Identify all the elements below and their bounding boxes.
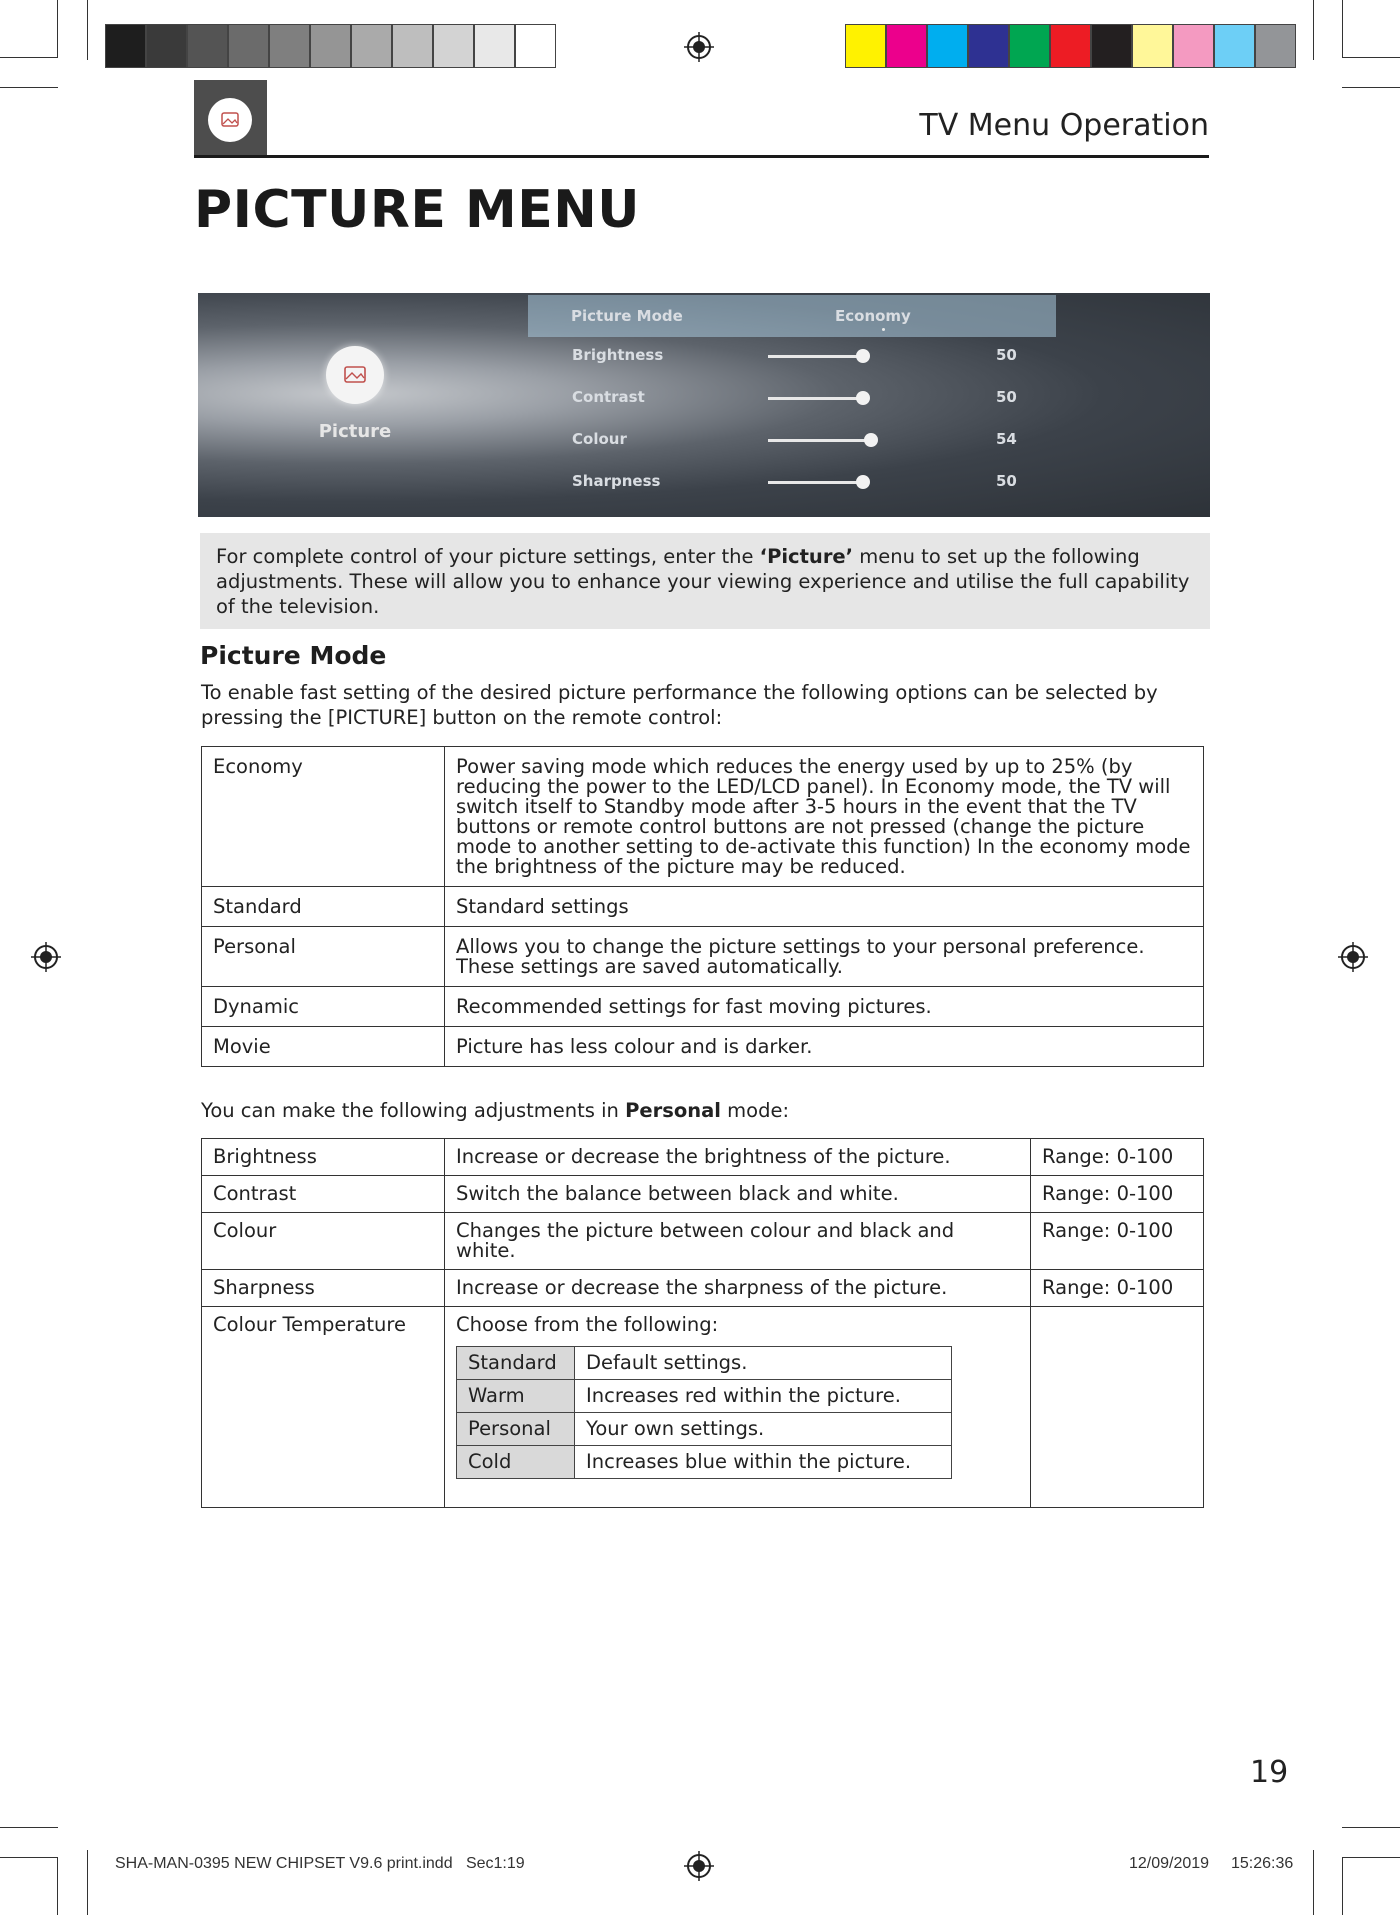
- mode-name: Personal: [202, 927, 445, 987]
- tv-slider-knob: [864, 433, 878, 447]
- color-swatch: [269, 24, 310, 68]
- personal-intro: You can make the following adjustments in Personal mode:: [201, 1099, 790, 1122]
- adjustment-name: Colour: [202, 1213, 445, 1270]
- tv-picture-mode-value: Economy: [835, 307, 911, 325]
- tv-slider-track: [768, 397, 863, 400]
- tv-setting-label: Contrast: [572, 388, 645, 406]
- colour-temperature-option: Personal: [457, 1413, 575, 1446]
- tv-slider-knob: [856, 475, 870, 489]
- tv-setting-value: 50: [996, 388, 1017, 406]
- mode-name: Economy: [202, 747, 445, 887]
- color-swatch: [187, 24, 228, 68]
- header-divider: [194, 155, 1209, 158]
- color-swatch: [1050, 24, 1091, 68]
- tv-section-label: Picture: [318, 421, 392, 442]
- crop-mark: [57, 0, 58, 58]
- footer-time: 15:26:36: [1231, 1855, 1294, 1872]
- colour-temperature-option: Cold: [457, 1446, 575, 1479]
- mode-description: Picture has less colour and is darker.: [445, 1027, 1204, 1067]
- table-row: [202, 1213, 1204, 1270]
- tv-slider-track: [768, 355, 863, 358]
- tv-mode-dot: [882, 328, 885, 331]
- color-swatch: [1255, 24, 1296, 68]
- crop-mark: [1342, 1827, 1400, 1828]
- adjustment-range: [1031, 1307, 1204, 1508]
- crop-mark: [0, 87, 58, 88]
- adjustment-name: Contrast: [202, 1176, 445, 1213]
- registration-mark-icon: [31, 942, 61, 972]
- table-row: [202, 927, 1204, 987]
- color-swatch: [228, 24, 269, 68]
- registration-mark-icon: [1338, 942, 1368, 972]
- personal-mode-name: Personal: [625, 1099, 721, 1122]
- mode-name: Movie: [202, 1027, 445, 1067]
- crop-mark: [57, 1857, 58, 1915]
- tv-setting-label: Sharpness: [572, 472, 661, 490]
- tv-slider-track: [768, 439, 871, 442]
- table-row: [457, 1446, 952, 1479]
- adjustment-range: Range: 0-100: [1031, 1270, 1204, 1307]
- table-row: [457, 1347, 952, 1380]
- colour-temperature-option: Standard: [457, 1347, 575, 1380]
- adjustment-range: Range: 0-100: [1031, 1213, 1204, 1270]
- color-swatch: [310, 24, 351, 68]
- header-title: TV Menu Operation: [919, 108, 1209, 143]
- colour-temperature-cell: [445, 1307, 1031, 1508]
- registration-mark-icon: [684, 1851, 714, 1881]
- page-title: PICTURE MENU: [194, 180, 640, 240]
- colour-temperature-intro: Choose from the following:: [456, 1313, 719, 1336]
- adjustments-table: [201, 1138, 1204, 1508]
- adjustment-name: Sharpness: [202, 1270, 445, 1307]
- crop-mark: [1342, 87, 1400, 88]
- intro-menu-name: ‘Picture’: [759, 545, 854, 568]
- crop-mark: [0, 1857, 58, 1858]
- section-heading: Picture Mode: [200, 641, 387, 670]
- color-swatch: [515, 24, 556, 68]
- color-swatch: [433, 24, 474, 68]
- color-swatch: [927, 24, 968, 68]
- color-swatch: [1173, 24, 1214, 68]
- adjustment-description: Increase or decrease the brightness of the picture.: [445, 1139, 1031, 1176]
- table-row: [202, 1027, 1204, 1067]
- page-number: 19: [1250, 1755, 1289, 1790]
- color-swatch: [392, 24, 433, 68]
- crop-mark: [1342, 57, 1400, 58]
- adjustment-description: Switch the balance between black and white.: [445, 1176, 1031, 1213]
- table-row: [457, 1413, 952, 1446]
- mode-description: Power saving mode which reduces the energy used by up to 25% (by reducing the power to the LED/LCD panel). In Economy mode, the TV will switch itself to Standby mode after 3-5 hours in the event that the TV buttons or remote control buttons are not pressed (change the picture mode to another setting to de-activate this function) In the economy mode the brightness of the picture may be reduced.: [445, 747, 1204, 887]
- tv-setting-label: Brightness: [572, 346, 664, 364]
- tv-menu-screenshot: [198, 293, 1210, 517]
- crop-mark: [1313, 0, 1314, 60]
- intro-text: menu to set up the following adjustments. These will allow you to enhance your viewing experience and utilise the full capability of the television.: [216, 545, 1190, 618]
- adjustment-range: Range: 0-100: [1031, 1176, 1204, 1213]
- color-swatch: [105, 24, 146, 68]
- table-row: [202, 887, 1204, 927]
- color-swatch: [351, 24, 392, 68]
- registration-mark-icon: [684, 32, 714, 62]
- color-swatch: [1214, 24, 1255, 68]
- table-row: [202, 1176, 1204, 1213]
- colour-temperature-option-description: Your own settings.: [575, 1413, 952, 1446]
- mode-name: Standard: [202, 887, 445, 927]
- color-swatch: [146, 24, 187, 68]
- crop-mark: [1342, 1857, 1343, 1915]
- adjustment-description: Changes the picture between colour and black and white.: [445, 1213, 1031, 1270]
- color-swatch: [1132, 24, 1173, 68]
- adjustment-description: Increase or decrease the sharpness of the picture.: [445, 1270, 1031, 1307]
- crop-mark: [87, 1850, 88, 1915]
- picture-mode-table: [201, 746, 1204, 1067]
- color-swatch: [886, 24, 927, 68]
- footer-file-info: SHA-MAN-0395 NEW CHIPSET V9.6 print.indd Sec1:19: [115, 1855, 525, 1872]
- crop-mark: [0, 57, 58, 58]
- crop-mark: [87, 0, 88, 60]
- table-row: [202, 1270, 1204, 1307]
- intro-text: For complete control of your picture settings, enter the: [216, 545, 760, 568]
- crop-mark: [1313, 1850, 1314, 1915]
- mode-description: Allows you to change the picture settings to your personal preference. These settings are saved automatically.: [445, 927, 1204, 987]
- picture-icon: [208, 98, 252, 142]
- colour-temperature-options: [456, 1346, 952, 1479]
- tv-slider-track: [768, 481, 863, 484]
- table-row: [202, 1139, 1204, 1176]
- intro-box: [200, 533, 1210, 629]
- adjustment-range: Range: 0-100: [1031, 1139, 1204, 1176]
- tv-setting-value: 54: [996, 430, 1017, 448]
- crop-mark: [1342, 1857, 1400, 1858]
- mode-name: Dynamic: [202, 987, 445, 1027]
- color-swatch: [474, 24, 515, 68]
- color-swatch: [1091, 24, 1132, 68]
- table-row: [202, 747, 1204, 887]
- mode-description: Recommended settings for fast moving pictures.: [445, 987, 1204, 1027]
- adjustment-name: Colour Temperature: [202, 1307, 445, 1508]
- colour-temperature-option: Warm: [457, 1380, 575, 1413]
- adjustment-name: Brightness: [202, 1139, 445, 1176]
- tv-slider-knob: [856, 349, 870, 363]
- tv-picture-mode-label: Picture Mode: [571, 307, 683, 325]
- colour-temperature-option-description: Increases blue within the picture.: [575, 1446, 952, 1479]
- colour-temperature-option-description: Increases red within the picture.: [575, 1380, 952, 1413]
- tv-setting-value: 50: [996, 472, 1017, 490]
- table-row: [202, 1307, 1204, 1508]
- crop-mark: [1342, 0, 1343, 58]
- footer-date: 12/09/2019: [1129, 1855, 1210, 1872]
- tv-setting-value: 50: [996, 346, 1017, 364]
- table-row: [202, 987, 1204, 1027]
- table-row: [457, 1380, 952, 1413]
- mode-description: Standard settings: [445, 887, 1204, 927]
- tv-slider-knob: [856, 391, 870, 405]
- section-icon-box: [194, 80, 267, 158]
- crop-mark: [0, 1827, 58, 1828]
- picture-icon: [326, 346, 384, 404]
- tv-setting-label: Colour: [572, 430, 627, 448]
- color-swatch: [1009, 24, 1050, 68]
- color-swatch: [968, 24, 1009, 68]
- picture-mode-description: To enable fast setting of the desired picture performance the following options can be selected by pressing the [PICTURE] button on the remote control:: [201, 681, 1158, 729]
- colour-temperature-option-description: Default settings.: [575, 1347, 952, 1380]
- color-swatch: [845, 24, 886, 68]
